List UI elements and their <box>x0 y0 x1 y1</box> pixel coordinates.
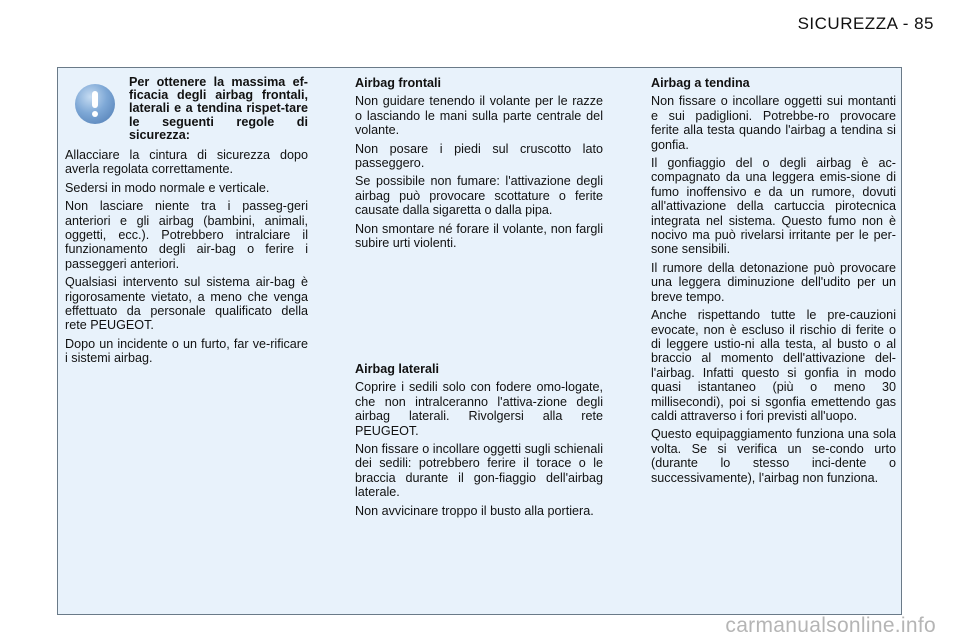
content-panel <box>57 67 902 615</box>
paragraph: Allacciare la cintura di sicurezza dopo averla regolata correttamente. <box>65 148 308 177</box>
paragraph: Non avvicinare troppo il busto alla portiera. <box>355 503 594 518</box>
paragraph: Coprire i sedili solo con fodere omo-logate, che non intralceranno l'attiva-zione degli airbag laterali. Rivolgersi alla rete PEUGEOT. <box>355 380 603 438</box>
exclamation-icon <box>75 84 115 124</box>
paragraph: Non lasciare niente tra i passeg-geri anteriori e gli airbag (bambini, animali, oggetti, ecc.). Potrebbero intralciare il funzionamento degli air-bag o ferire i passeggeri anteriori. <box>65 199 308 271</box>
paragraph: Non fissare o incollare oggetti sui montanti e sui padiglioni. Potrebbe-ro provocare ferite alla testa quando l'airbag a tendina si gonfia. <box>651 94 896 152</box>
paragraph: Qualsiasi intervento sul sistema air-bag è rigorosamente vietato, a meno che venga effettuato da personale qualificato della rete PEUGEOT. <box>65 275 308 333</box>
watermark: carmanualsonline.info <box>725 614 936 637</box>
paragraph: Il rumore della detonazione può provocare una leggera diminuzione dell'udito per un breve tempo. <box>651 260 896 304</box>
paragraph: Anche rispettando tutte le pre-cauzioni evocate, non è escluso il rischio di ferite o di leggere ustio-ni alla testa, al busto o al braccio al momento dell'attivazione del-l'airbag. Infatti questo si gonfia in modo quasi istantaneo (più o meno 30 millisecondi), poi si sgonfia emettendo gas caldi attraverso i fori previsti all'uopo. <box>651 308 896 423</box>
paragraph: Se possibile non fumare: l'attivazione degli airbag può provocare scottature o ferite causate dalla sigaretta o dalla pipa. <box>355 174 603 218</box>
section-heading-lateral: Airbag laterali <box>355 362 439 376</box>
paragraph: Sedersi in modo normale e verticale. <box>65 180 270 195</box>
section-lateral <box>355 362 603 522</box>
paragraph: Il gonfiaggio del o degli airbag è ac-compagnato da una leggera emis-sione di fumo inoffensivo e da un rumore, dovuti all'attivazione della cartuccia pirotecnica integrata nel sistema. Questo fumo non è nocivo ma può rivelarsi irritante per le per-sone sensibili. <box>651 156 896 257</box>
column-general-rules <box>65 76 308 370</box>
section-heading-curtain: Airbag a tendina <box>651 76 750 90</box>
paragraph: Questo equipaggiamento funziona una sola volta. Se si verifica un se-condo urto (durante lo stesso inci-dente o successivamente), l'airbag non funziona. <box>651 427 896 485</box>
paragraph: Non guidare tenendo il volante per le razze o lasciando le mani sulla parte centrale del volante. <box>355 94 603 138</box>
warning-text: Per ottenere la massima ef-ficacia degli airbag frontali, laterali e a tendina rispet-tare le seguenti regole di sicurezza: <box>129 75 308 142</box>
warning-block <box>65 76 308 142</box>
paragraph: Non posare i piedi sul cruscotto lato passeggero. <box>355 141 603 171</box>
section-heading-frontal: Airbag frontali <box>355 76 442 90</box>
page-title: SICUREZZA - 85 <box>797 14 934 33</box>
column-curtain <box>651 76 896 489</box>
paragraph: Non smontare né forare il volante, non fargli subire urti violenti. <box>355 221 603 251</box>
column-frontal-lateral <box>355 76 603 518</box>
paragraph: Dopo un incidente o un furto, far ve-rificare i sistemi airbag. <box>65 336 308 366</box>
paragraph: Non fissare o incollare oggetti sugli schienali dei sedili: potrebbero ferire il torace o le braccia durante il gon-fiaggio dell'airbag laterale. <box>355 442 603 500</box>
